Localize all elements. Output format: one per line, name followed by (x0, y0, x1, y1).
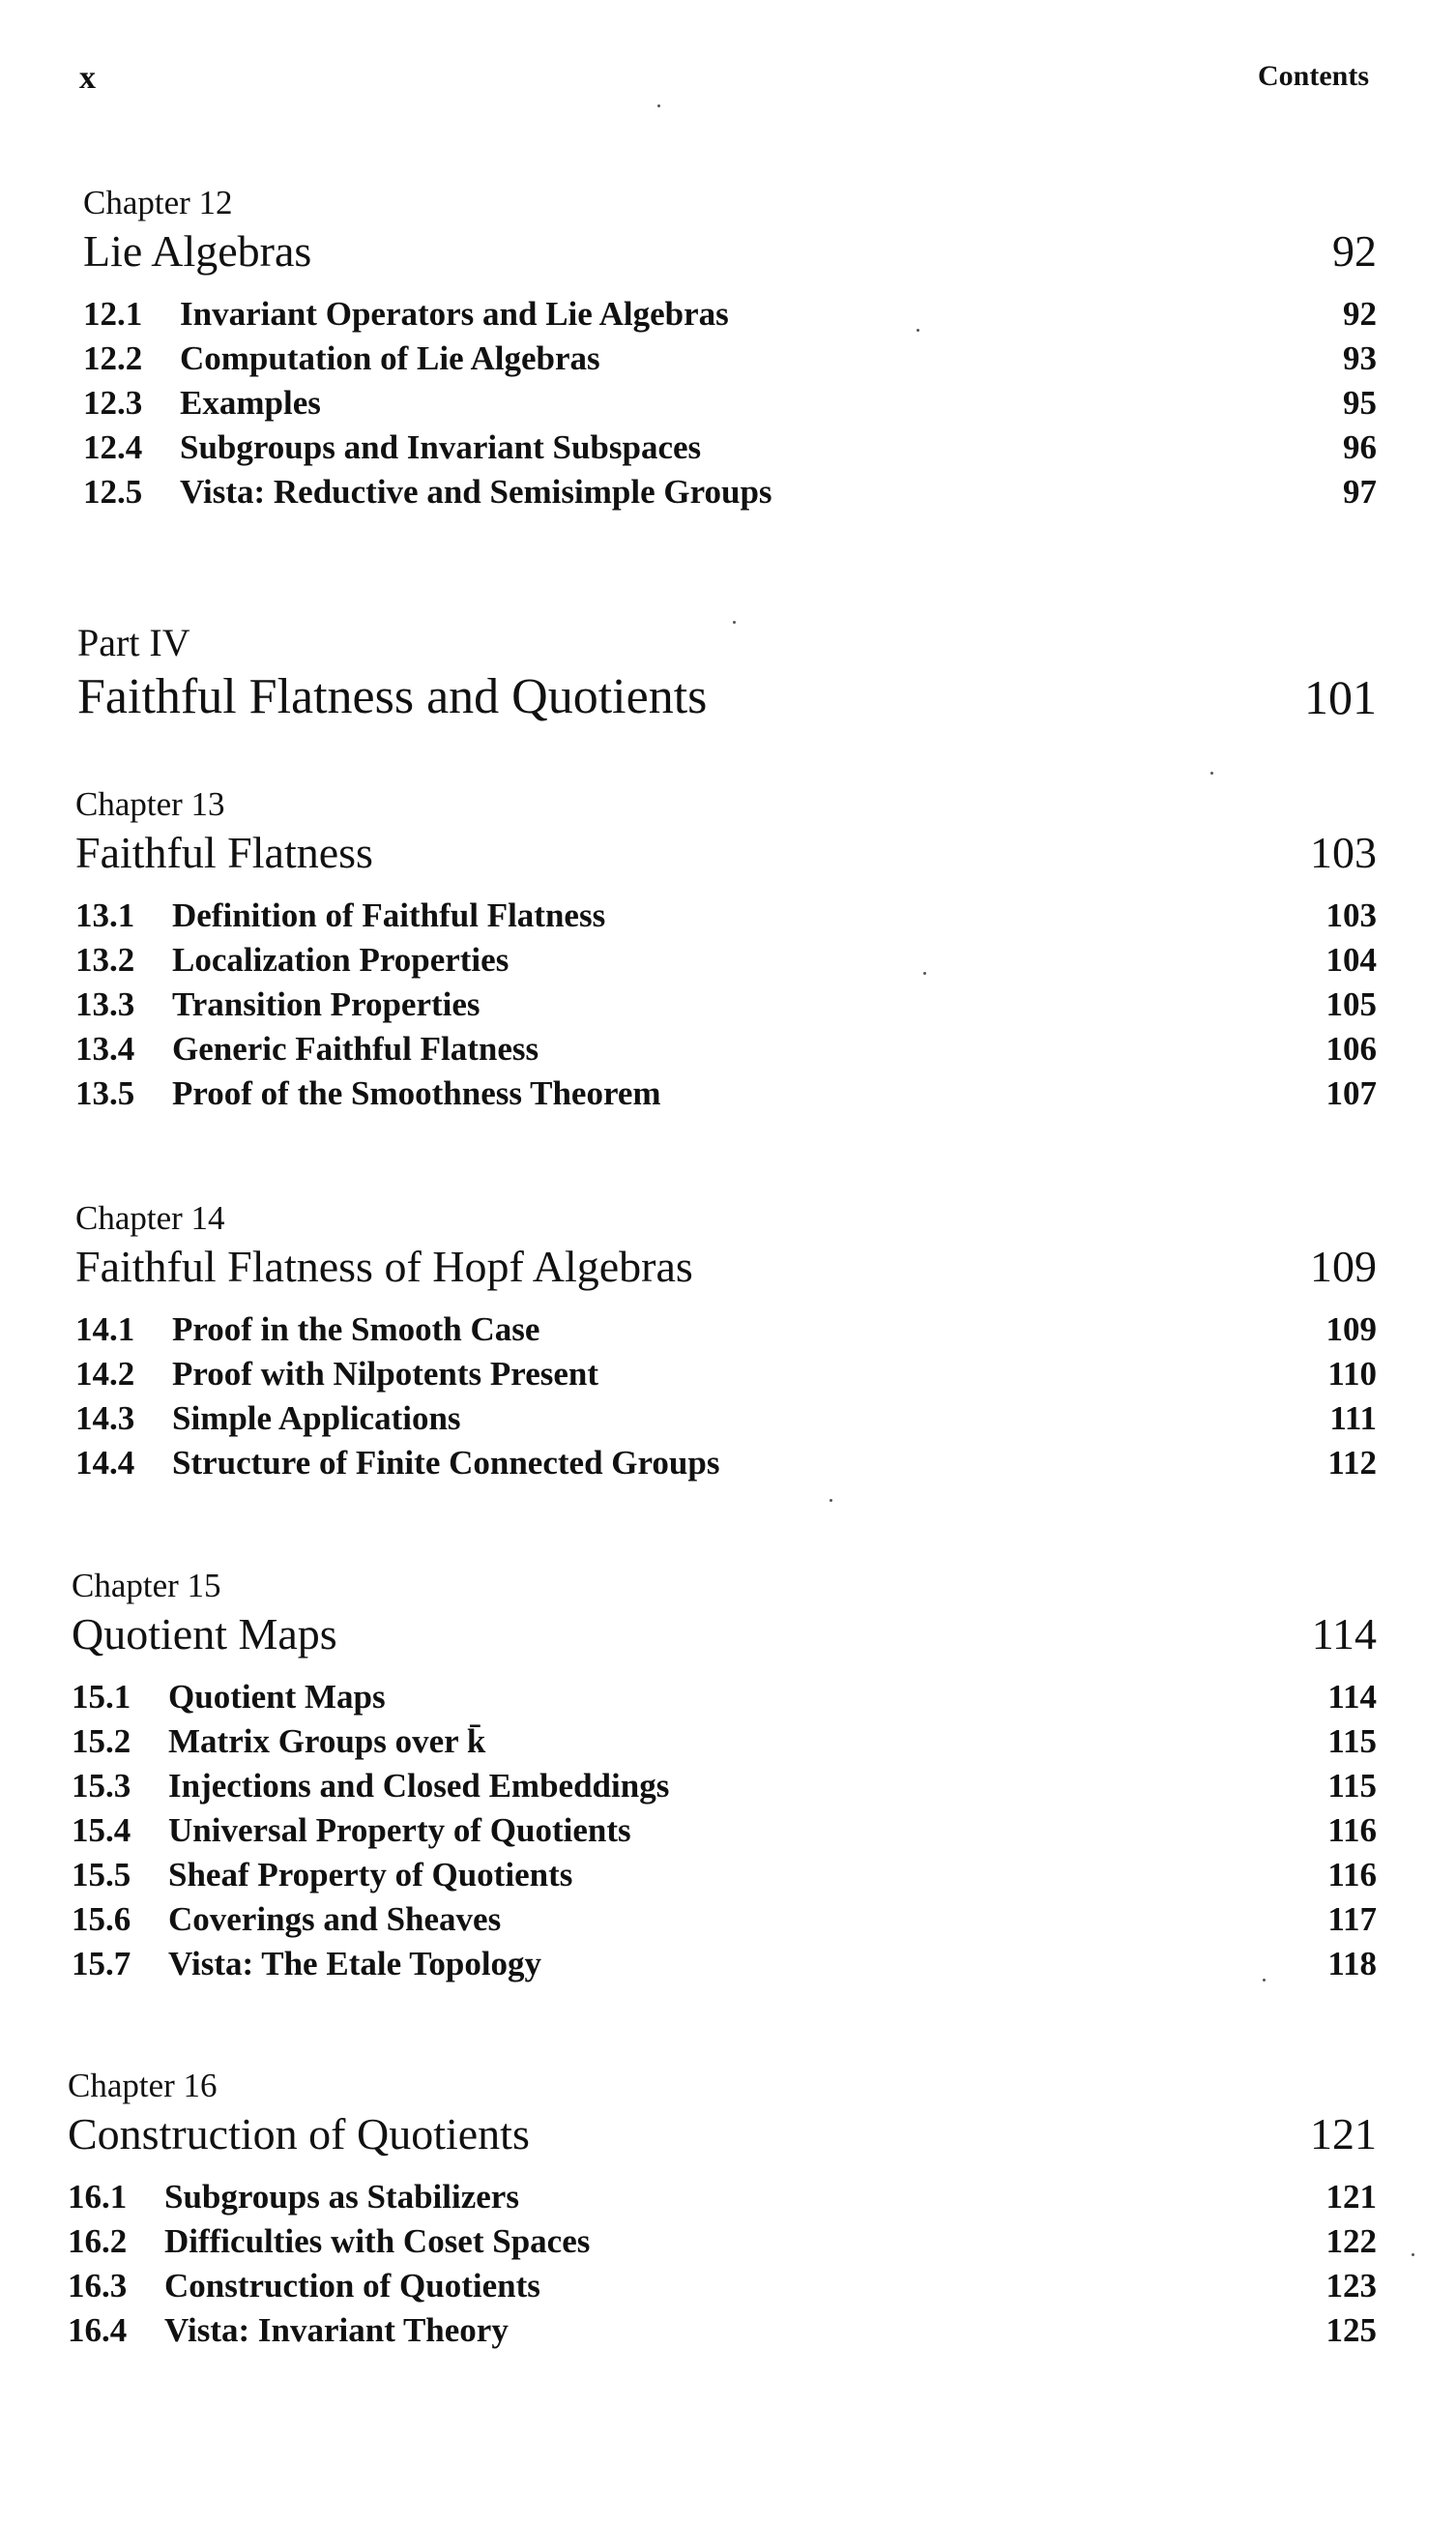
toc-entry (75, 1441, 1377, 1485)
toc-entry (72, 1764, 1377, 1808)
section-number: 15.4 (72, 1811, 131, 1849)
section-number: 14.1 (75, 1310, 135, 1348)
section-number: 16.2 (68, 2222, 128, 2260)
scan-speck (1263, 1979, 1266, 1982)
section-title: Difficulties with Coset Spaces (164, 2222, 591, 2260)
section-page: 109 (1325, 1310, 1377, 1348)
toc-entry (72, 1942, 1377, 1986)
chapter-page: 103 (1310, 828, 1377, 877)
section-number: 15.5 (72, 1856, 131, 1894)
chapter-label: Chapter 15 (72, 1567, 221, 1604)
section-number: 13.3 (75, 985, 135, 1023)
section-number: 13.2 (75, 941, 135, 979)
section-number: 12.1 (83, 295, 143, 333)
section-title: Computation of Lie Algebras (180, 339, 600, 377)
section-title: Proof in the Smooth Case (172, 1310, 540, 1348)
chapter-label: Chapter 12 (83, 184, 233, 221)
section-title: Construction of Quotients (164, 2267, 540, 2305)
chapter-13-block (75, 785, 1377, 1116)
section-title: Simple Applications (172, 1399, 461, 1437)
chapter-14-block (75, 1199, 1377, 1485)
toc-entry (75, 1396, 1377, 1441)
scan-speck (1210, 772, 1213, 775)
toc-entry (75, 1072, 1377, 1116)
section-title: Vista: Invariant Theory (164, 2311, 509, 2349)
section-number: 12.3 (83, 384, 143, 422)
section-page: 123 (1325, 2267, 1377, 2305)
section-list (83, 292, 1377, 514)
section-page: 95 (1343, 384, 1377, 422)
toc-entry (68, 2308, 1377, 2353)
section-number: 13.5 (75, 1074, 135, 1112)
section-number: 12.4 (83, 428, 143, 466)
running-head-section: Contents (1257, 60, 1369, 92)
toc-entry (83, 292, 1377, 337)
chapter-label: Chapter 13 (75, 785, 225, 823)
chapter-page: 121 (1310, 2109, 1377, 2158)
section-number: 16.1 (68, 2178, 128, 2216)
chapter-title: Construction of Quotients (68, 2109, 530, 2158)
section-title: Quotient Maps (168, 1678, 386, 1716)
section-page: 96 (1343, 428, 1377, 466)
toc-entry (75, 1307, 1377, 1352)
section-list (75, 894, 1377, 1116)
chapter-page: 109 (1310, 1242, 1377, 1291)
scan-speck (923, 972, 926, 975)
toc-entry (68, 2264, 1377, 2308)
part-label: Part IV (77, 621, 190, 664)
toc-entry (72, 1675, 1377, 1719)
section-page: 107 (1325, 1074, 1377, 1112)
scan-speck (830, 1499, 832, 1502)
section-title: Vista: The Etale Topology (168, 1945, 542, 1982)
section-number: 14.2 (75, 1355, 135, 1393)
section-title: Structure of Finite Connected Groups (172, 1444, 720, 1482)
chapter-title: Faithful Flatness (75, 828, 373, 877)
section-number: 15.1 (72, 1678, 131, 1716)
toc-entry (72, 1853, 1377, 1897)
section-page: 118 (1327, 1945, 1377, 1982)
section-title: Definition of Faithful Flatness (172, 896, 606, 934)
chapter-title: Faithful Flatness of Hopf Algebras (75, 1242, 693, 1291)
section-page: 110 (1327, 1355, 1377, 1393)
section-number: 15.3 (72, 1767, 131, 1805)
section-title: Subgroups as Stabilizers (164, 2178, 519, 2216)
section-page: 115 (1327, 1767, 1377, 1805)
section-title: Proof of the Smoothness Theorem (172, 1074, 661, 1112)
toc-entry (72, 1719, 1377, 1764)
section-page: 115 (1327, 1722, 1377, 1760)
toc-entry (83, 381, 1377, 426)
section-page: 97 (1343, 473, 1377, 511)
section-page: 111 (1329, 1399, 1377, 1437)
part-title-row (77, 665, 1377, 729)
toc-entry (75, 894, 1377, 938)
chapter-label: Chapter 16 (68, 2067, 218, 2104)
toc-entry (72, 1897, 1377, 1942)
section-number: 13.4 (75, 1030, 135, 1068)
section-page: 92 (1343, 295, 1377, 333)
section-number: 12.5 (83, 473, 143, 511)
section-page: 104 (1325, 941, 1377, 979)
section-title: Injections and Closed Embeddings (168, 1767, 670, 1805)
section-list (68, 2175, 1377, 2353)
section-title: Matrix Groups over k̄ (168, 1722, 486, 1760)
section-page: 106 (1325, 1030, 1377, 1068)
toc-entry (83, 470, 1377, 514)
chapter-15-block (72, 1567, 1377, 1986)
section-title: Transition Properties (172, 985, 480, 1023)
chapter-title-row (75, 1238, 1377, 1296)
section-title: Invariant Operators and Lie Algebras (180, 295, 729, 333)
section-number: 14.3 (75, 1399, 135, 1437)
scan-speck (917, 329, 919, 332)
section-number: 15.7 (72, 1945, 131, 1982)
section-number: 15.6 (72, 1900, 131, 1938)
section-title: Subgroups and Invariant Subspaces (180, 428, 702, 466)
part-page: 101 (1304, 670, 1377, 724)
section-page: 117 (1327, 1900, 1377, 1938)
page-numeral: x (79, 60, 96, 96)
section-page: 105 (1325, 985, 1377, 1023)
section-title: Examples (180, 384, 321, 422)
chapter-page: 92 (1332, 226, 1377, 276)
section-number: 14.4 (75, 1444, 135, 1482)
part-iv-block (77, 621, 1377, 729)
toc-entry (75, 983, 1377, 1027)
toc-entry (83, 337, 1377, 381)
section-title: Localization Properties (172, 941, 510, 979)
part-title: Faithful Flatness and Quotients (77, 669, 708, 724)
section-page: 116 (1327, 1811, 1377, 1849)
toc-entry (75, 1352, 1377, 1396)
section-page: 116 (1327, 1856, 1377, 1894)
section-page: 121 (1325, 2178, 1377, 2216)
chapter-title-row (68, 2105, 1377, 2163)
section-page: 112 (1327, 1444, 1377, 1482)
section-title: Sheaf Property of Quotients (168, 1856, 573, 1894)
scan-speck (657, 104, 660, 107)
scan-speck (733, 621, 736, 624)
toc-entry (68, 2175, 1377, 2219)
section-page: 103 (1325, 896, 1377, 934)
chapter-12-block (83, 184, 1377, 514)
chapter-title-row (83, 222, 1377, 280)
section-number: 15.2 (72, 1722, 131, 1760)
section-title: Generic Faithful Flatness (172, 1030, 539, 1068)
section-list (72, 1675, 1377, 1986)
chapter-title-row (75, 824, 1377, 882)
chapter-page: 114 (1311, 1609, 1377, 1659)
section-number: 12.2 (83, 339, 143, 377)
section-page: 93 (1343, 339, 1377, 377)
section-number: 16.4 (68, 2311, 128, 2349)
section-title: Proof with Nilpotents Present (172, 1355, 599, 1393)
toc-entry (75, 938, 1377, 983)
section-title: Vista: Reductive and Semisimple Groups (180, 473, 772, 511)
section-title: Coverings and Sheaves (168, 1900, 502, 1938)
section-list (75, 1307, 1377, 1485)
chapter-label: Chapter 14 (75, 1199, 225, 1237)
chapter-title-row (72, 1605, 1377, 1663)
toc-entry (75, 1027, 1377, 1072)
section-page: 122 (1325, 2222, 1377, 2260)
section-title: Universal Property of Quotients (168, 1811, 631, 1849)
section-page: 114 (1327, 1678, 1377, 1716)
section-number: 16.3 (68, 2267, 128, 2305)
section-page: 125 (1325, 2311, 1377, 2349)
chapter-16-block (68, 2067, 1377, 2353)
toc-entry (72, 1808, 1377, 1853)
chapter-title: Lie Algebras (83, 226, 312, 276)
running-head (79, 60, 1377, 99)
scan-speck (1412, 2253, 1414, 2256)
section-number: 13.1 (75, 896, 135, 934)
toc-entry (83, 426, 1377, 470)
chapter-title: Quotient Maps (72, 1609, 337, 1659)
toc-entry (68, 2219, 1377, 2264)
